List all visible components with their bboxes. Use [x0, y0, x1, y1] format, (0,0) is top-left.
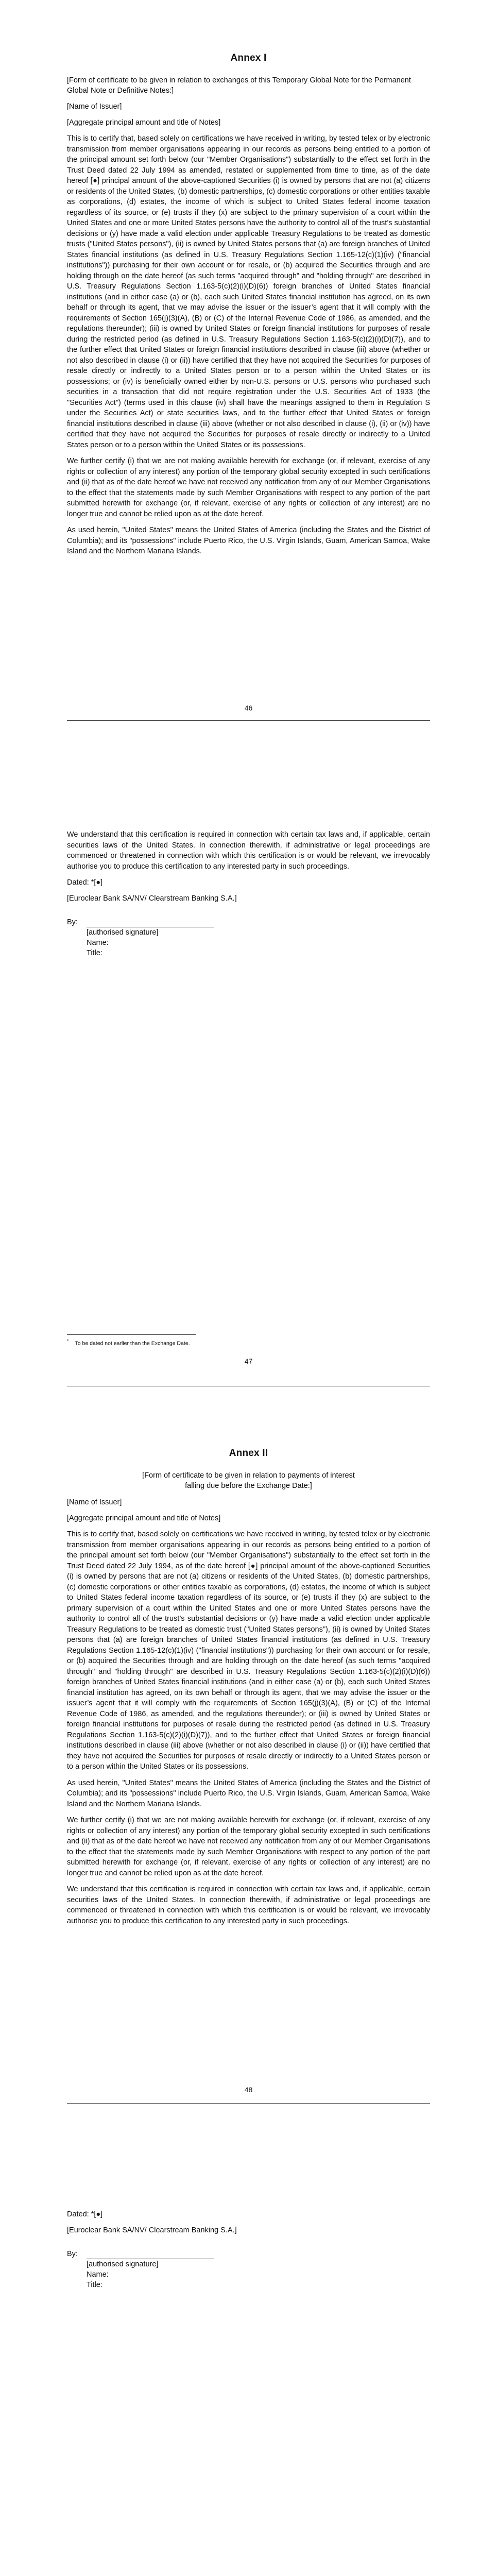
page-46 [0, 0, 497, 721]
by-label: By: [67, 2250, 78, 2258]
by-label: By: [67, 918, 78, 926]
annex-title: Annex I [230, 53, 267, 63]
form-heading: [Form of certificate to be given in relation to exchanges of this Temporary Global Note for the Permanent Global Note or Definitive Notes:] [67, 76, 411, 95]
form-heading [67, 1470, 430, 1491]
footnote-rule [67, 1334, 196, 1335]
footnote-mark: * [67, 1338, 69, 1344]
further-certify-paragraph: We further certify (i) that we are not making available herewith for exchange (or, if relevant, exercise of any rights or collection of any interest) any portion of the temporary global security excepted in such certifications and (ii) that as of the date hereof we have not received any notification from any of our Member Organisations to the effect that the statements made by such Member Organisations with respect to any portion of the part submitted herewith for exchange (or, if relevant, exercise of any rights or collection of any interest) are no longer true and cannot be relied upon as at the date hereof. [67, 457, 430, 518]
clearing-system: [Euroclear Bank SA/NV/ Clearstream Banking S.A.] [67, 894, 237, 903]
footnote [67, 1337, 190, 1347]
signature-row [67, 917, 430, 927]
form-heading-line-1: [Form of certificate to be given in relation to payments of interest [142, 1471, 355, 1480]
signature-block [67, 917, 430, 958]
definitions-paragraph: As used herein, "United States" means the United States of America (including the States and the District of Columbia); and its "possessions" include Puerto Rico, the U.S. Virgin Islands, Guam, American Samoa, Wake Island and the Northern Mariana Islands. [67, 1778, 430, 1808]
further-certify-paragraph: We further certify (i) that we are not making available herewith for exchange (or, if relevant, exercise of any rights or collection of any interest) any portion of the temporary global security excepted in such certifications and (ii) that as of the date hereof we have not received any notification from any of our Member Organisations to the effect that the statements made by such Member Organisations with respect to any portion of the part submitted herewith for exchange (or, if relevant, exercise of any rights or collection of any interest) are no longer true and cannot be relied upon as at the date hereof. [67, 1816, 430, 1877]
page-divider [67, 720, 430, 721]
certification-paragraph: This is to certify that, based solely on certifications we have received in writing, by tested telex or by electronic transmission from member organisations appearing in our records as persons being entitled to a portion of the principal amount set forth below (our "Member Organisations") substantially to the effect set forth in the Trust Deed dated 22 July 1994, as of the date hereof [●] principal amount of the above-captioned Securities (i) is owned by persons that are not (a) citizens or residents of the United States, (b) domestic partnerships, (c) domestic corporations or other entities taxable as corporations, (d) estates, the income of which is subject to United States federal income taxation regardless of its source, or (e) trusts if they (x) are subject to the primary supervision of a court within the United States and one or more United States persons have the authority to control all of the trust’s substantial decisions or (y) have made a valid election under applicable Treasury Regulations to be treated as domestic trust ("United States persons"), (ii) is owned by United States persons that (a) are foreign branches of United States financial institutions (as defined in U.S. Treasury Regulations Section 1.165-12(c)(1)(iv) ("financial institutions")) purchasing for their own account or for resale, or (b) acquired the Securities through and are holding through on the date hereof (as such terms "acquired through" and "holding through" are described in U.S. Treasury Regulations Section 1.163-5(c)(2)(i)(D)(6)) foreign branches of United States financial institutions (and in either case (a) or (b), each such United States financial institution has agreed, on its own behalf or through its agent, that we may advise the issuer or the issuer’s agent that it will comply with the requirements of Section 165(j)(3)(A), (B) or (C) of the Internal Revenue Code of 1986, as amended, and the regulations thereunder); or (iii) is owned by United States or foreign financial institutions for purposes of resale during the restricted period (as defined in U.S. Treasury Regulations Section 1.163-5(c)(2)(i)(D)(7)), and to the further effect that United States or foreign financial institutions described in clause (iii) above (whether or not also described in clause (i) or (ii)) have certified that they have not acquired the Securities for purposes of resale directly or indirectly to a United States person or to a person within the United States or its possessions. [67, 1530, 430, 1771]
name-label: Name: [87, 2270, 109, 2279]
signature-block [67, 2249, 430, 2290]
dated-line: Dated: *[●] [67, 2210, 103, 2218]
clearing-system: [Euroclear Bank SA/NV/ Clearstream Banking S.A.] [67, 2226, 237, 2234]
page-48 [0, 1406, 497, 2107]
page-number: 47 [244, 1357, 253, 1365]
name-of-issuer: [Name of Issuer] [67, 103, 122, 111]
certification-paragraph: This is to certify that, based solely on certifications we have received in writing, by tested telex or by electronic transmission from member organisations appearing in our records as persons being entitled to a portion of the principal amount set forth below (our "Member Organisations") substantially to the effect set forth in the Trust Deed dated 22 July 1994 as amended, restated or supplemented from time to time, as of the date hereof [●] principal amount of the above-captioned Securities (i) is owned by persons that are not (a) citizens or residents of the United States, (b) domestic partnerships, (c) domestic corporations or other entities taxable as corporations, (d) estates, the income of which is subject to United States federal income taxation regardless of its source, or (e) trusts if they (x) are subject to the primary supervision of a court within the United States and one or more United States persons have the authority to control all of the trust’s substantial decisions or (y) have made a valid election under applicable Treasury Regulations to be treated as domestic trusts ("United States persons"), (ii) is owned by United States persons that (a) are foreign branches of United States financial institutions (as defined in U.S. Treasury Regulations Section 1.165-12(c)(1)(iv) ("financial institutions")) purchasing for their own account or for resale, or (b) acquired the Securities through and are holding through on the date hereof (as such terms "acquired through" and "holding through" are described in U.S. Treasury Regulations Section 1.163-5(c)(2)(i)(D)(6)) foreign branches of United States financial institutions (and in either case (a) or (b), each such United States financial institution has agreed, on its own behalf or through its agent, that we may advise the issuer or the issuer’s agent that it will comply with the requirements of Section 165(j)(3)(A), (B) or (C) of the Internal Revenue Code of 1986, as amended, and the regulations thereunder); (iii) is owned by United States or foreign financial institutions for purposes of resale during the restricted period (as defined in U.S. Treasury Regulations Section 1.163-5(c)(2)(i)(D)(7)), and to the further effect that United States or foreign financial institutions described in clause (iii) above (whether or not also described in clause (i) or (ii)) have certified that they have not acquired the Securities for purposes of resale directly or indirectly to a United States person or to a person within the United States or its possessions; or (iv) is beneficially owned either by non-U.S. persons or U.S. persons who purchased such securities in a transaction that did not require registration under the U.S. Securities Act of 1933 (the "Securities Act") (terms used in this clause (iv) shall have the meanings assigned to them in Regulation S under the Securities Act) or state securities laws, and to the further effect that United States or foreign financial institutions described in clause (iii) above (whether or not also described in clause (i), (ii) or (iv)) have certified that they have not acquired the Securities for purposes of resale directly or indirectly to a United States person or to a person within the United States or its possessions. [67, 134, 430, 449]
signature-line [87, 2250, 214, 2259]
page-divider [67, 2103, 430, 2104]
signature-row [67, 2249, 430, 2259]
authorised-signature-label: [authorised signature] [87, 2260, 159, 2268]
tax-laws-paragraph: We understand that this certification is required in connection with certain tax laws and, if applicable, certain securities laws of the United States. In connection therewith, if administrative or legal proceedings are commenced or threatened in connection with which this certification is or would be relevant, we irrevocably authorise you to produce this certification to any interested party in such proceedings. [67, 1885, 430, 1925]
form-heading-line-2: falling due before the Exchange Date:] [185, 1482, 312, 1490]
dated-line: Dated: *[●] [67, 878, 103, 887]
page-number: 48 [244, 2086, 253, 2094]
annex-title: Annex II [229, 1448, 268, 1459]
title-label: Title: [87, 2281, 102, 2289]
aggregate-principal: [Aggregate principal amount and title of Notes] [67, 118, 221, 127]
authorised-signature-label: [authorised signature] [87, 928, 159, 937]
page-47 [0, 721, 497, 1406]
page-number: 46 [244, 704, 253, 712]
signature-line [87, 919, 214, 927]
footnote-text: To be dated not earlier than the Exchange Date. [75, 1340, 190, 1347]
aggregate-principal: [Aggregate principal amount and title of Notes] [67, 1514, 221, 1522]
title-label: Title: [87, 949, 102, 957]
page-49 [0, 2107, 497, 2576]
definitions-paragraph: As used herein, "United States" means the United States of America (including the States and the District of Columbia); and its "possessions" include Puerto Rico, the U.S. Virgin Islands, Guam, American Samoa, Wake Island and the Northern Mariana Islands. [67, 526, 430, 555]
name-label: Name: [87, 939, 109, 947]
tax-laws-paragraph: We understand that this certification is required in connection with certain tax laws and, if applicable, certain securities laws of the United States. In connection therewith, if administrative or legal proceedings are commenced or threatened in connection with which this certification is or would be relevant, we irrevocably authorise you to produce this certification to any interested party in such proceedings. [67, 831, 430, 871]
name-of-issuer: [Name of Issuer] [67, 1498, 122, 1506]
